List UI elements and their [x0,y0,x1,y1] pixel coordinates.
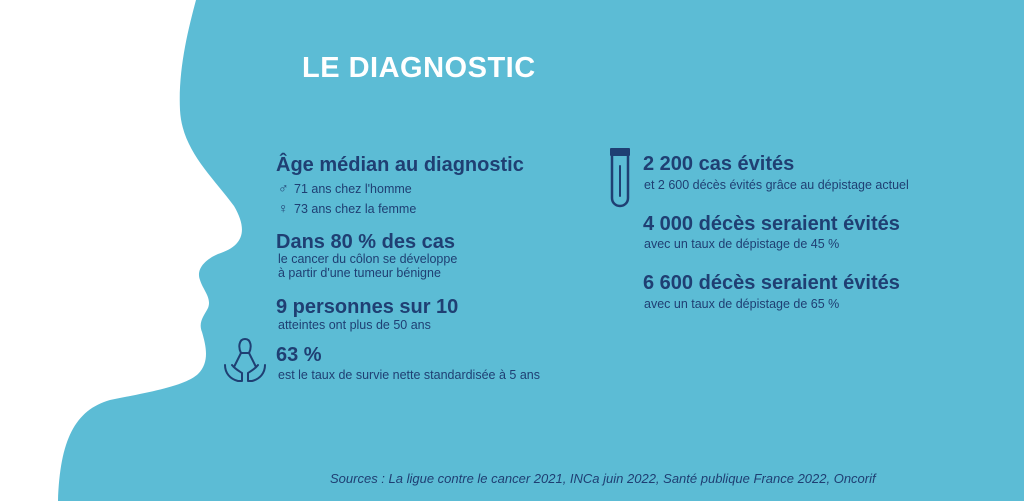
page-title: LE DIAGNOSTIC [302,52,536,84]
cases-line1: le cancer du côlon se développe [278,252,458,266]
male-icon: ♂ [278,180,289,196]
persons-line1: atteintes ont plus de 50 ans [278,318,431,332]
age-female-line [278,201,416,217]
deaths45-heading: 4 000 décès seraient évités [643,213,900,235]
deaths65-heading: 6 600 décès seraient évités [643,272,900,294]
cases-heading: Dans 80 % des cas [276,231,455,253]
age-female-text: 73 ans chez la femme [294,202,417,216]
deaths65-line1: avec un taux de dépistage de 65 % [644,297,840,311]
cases-line2: à partir d'une tumeur bénigne [278,266,441,280]
age-male-text: 71 ans chez l'homme [294,182,412,196]
age-heading: Âge médian au diagnostic [276,154,524,176]
persons-heading: 9 personnes sur 10 [276,296,459,318]
avoided-line1: et 2 600 décès évités grâce au dépistage actuel [644,178,909,192]
female-icon: ♀ [278,200,289,216]
ribbon-hands-icon [222,335,268,385]
test-tube-icon [604,146,636,208]
age-male-line [278,181,412,197]
sources-text: Sources : La ligue contre le cancer 2021, INCa juin 2022, Santé publique France 2022, Oncorif [330,471,876,486]
avoided-heading: 2 200 cas évités [643,153,795,175]
deaths45-line1: avec un taux de dépistage de 45 % [644,237,840,251]
survival-line1: est le taux de survie nette standardisée à 5 ans [278,368,540,382]
survival-heading: 63 % [276,344,322,366]
